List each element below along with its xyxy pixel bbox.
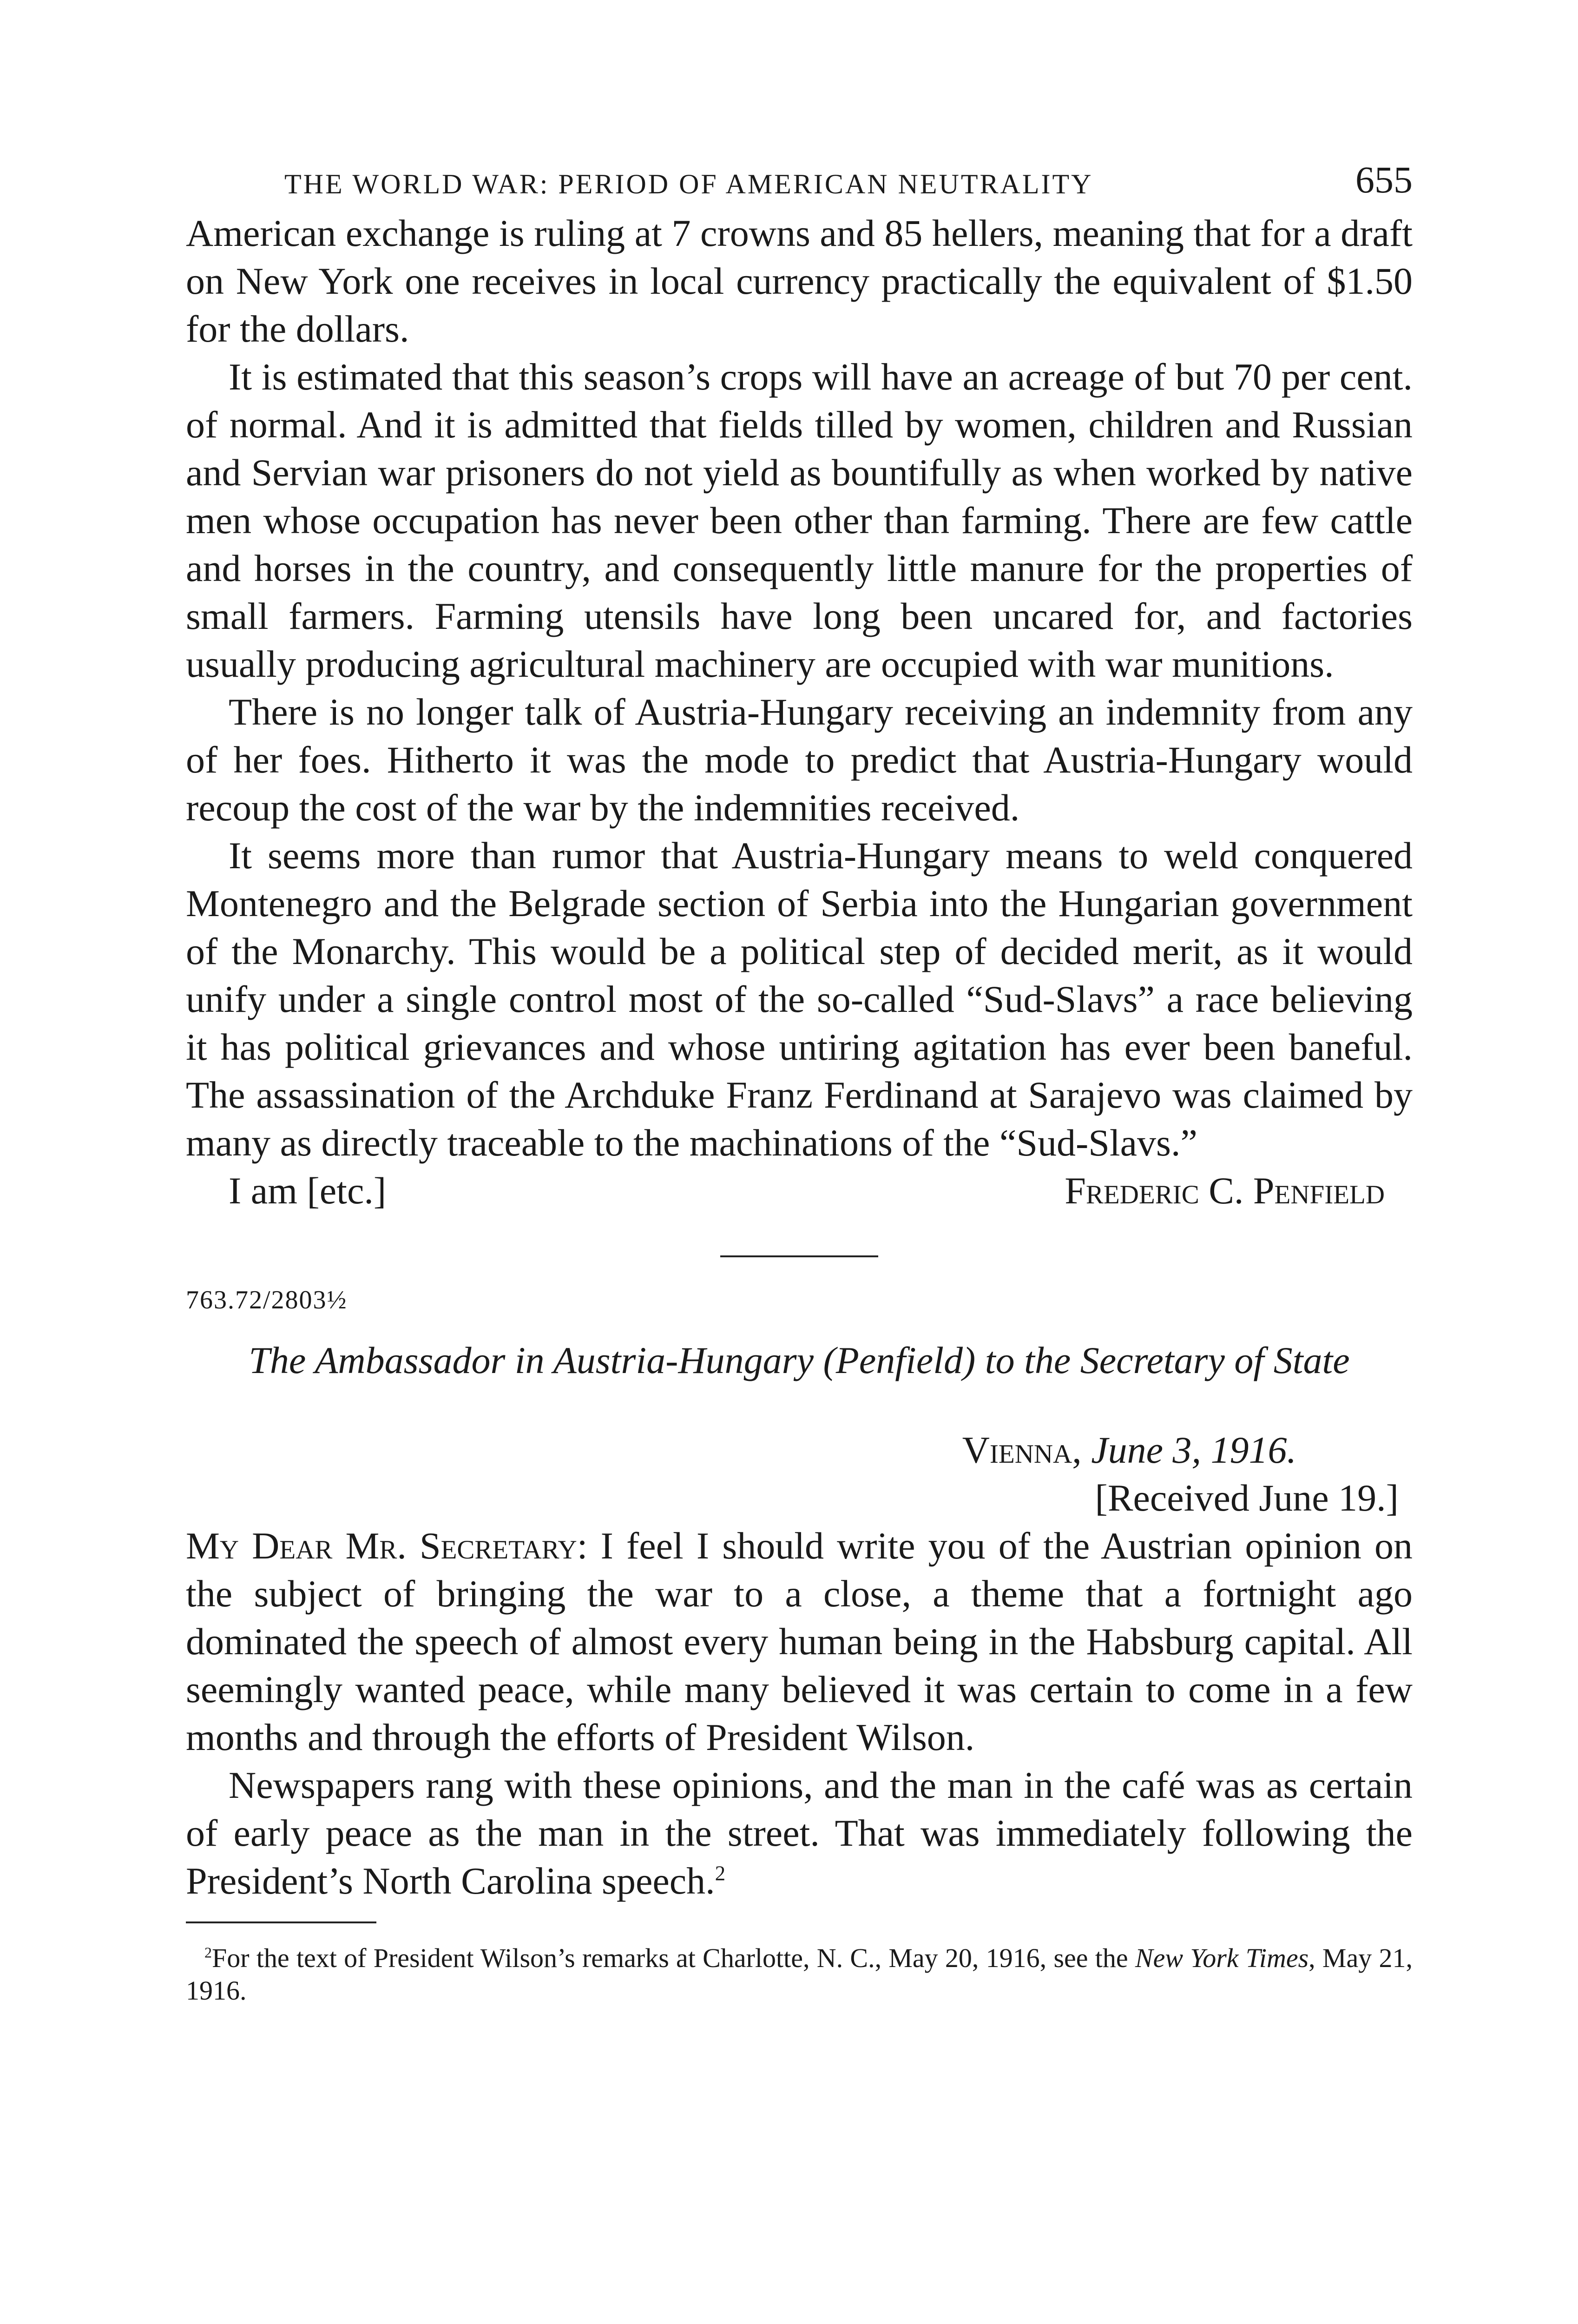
footnote-reference: 2 <box>715 1862 726 1885</box>
paragraph <box>186 1522 1413 1761</box>
received-date: [Received June 19.] <box>1095 1477 1399 1519</box>
complimentary-close: I am [etc.] <box>229 1169 387 1212</box>
footnote-publication: New York Times <box>1135 1943 1309 1973</box>
letter-closing <box>186 1167 1413 1215</box>
paragraph: There is no longer talk of Austria-Hungary receiving an indemnity from any of her foes. Hitherto it was the mode to predict that Austria-Hungary would recoup the cost of the war by the indemnities received. <box>186 691 1413 829</box>
dateline-date: June 3, 1916. <box>1091 1429 1296 1471</box>
first-letter-body <box>186 209 1413 1167</box>
paragraph: American exchange is ruling at 7 crowns and 85 hellers, meaning that for a draft on New York one receives in local currency practically the equivalent of $1.50 for the dollars. <box>186 212 1413 350</box>
paragraph-text: I feel I should write you of the Austrian opinion on the subject of bringing the war to a close, a theme that a fortnight ago dominated the speech of almost every human being in the Habsburg capital. All seemingly wanted peace, while many believed it was certain to come in a few months and through the efforts of President Wilson. <box>186 1525 1413 1758</box>
running-title: THE WORLD WAR: PERIOD OF AMERICAN NEUTRALITY <box>284 169 1093 199</box>
footnote-marker: 2 <box>204 1944 212 1961</box>
file-number: 763.72/2803½ <box>186 1286 348 1314</box>
footnote-text: For the text of President Wilson’s remarks at Charlotte, N. C., May 20, 1916, see the <box>211 1943 1135 1973</box>
dateline <box>186 1426 1413 1474</box>
section-divider <box>720 1255 878 1257</box>
paragraph-text: Newspapers rang with these opinions, and the man in the café was as certain of early peace as the man in the street. That was immediately following the President’s North Carolina speech. <box>186 1764 1413 1902</box>
paragraph <box>186 1761 1413 1905</box>
paragraph: It seems more than rumor that Austria-Hungary means to weld conquered Montenegro and the Belgrade section of Serbia into the Hungarian government of the Monarchy. This would be a political step of decided merit, as it would unify under a single control most of the so-called “Sud-Slavs” a race believing it has political grievances and whose untiring agitation has ever been baneful. The assassination of the Archduke Franz Ferdinand at Sarajevo was claimed by many as directly traceable to the machinations of the “Sud-Slavs.” <box>186 834 1413 1164</box>
footnote-divider <box>186 1921 376 1923</box>
page-number: 655 <box>1355 158 1413 201</box>
document-page <box>186 158 1413 2007</box>
footnote-text-end: , May 21, 1916. <box>186 1943 1413 2006</box>
dateline-place: Vienna, <box>962 1429 1082 1471</box>
salutation: My Dear Mr. Secretary: <box>186 1525 588 1567</box>
signature: Frederic C. Penfield <box>1065 1169 1385 1212</box>
paragraph: It is estimated that this season’s crops will have an acreage of but 70 per cent. of normal. And it is admitted that fields tilled by women, children and Russian and Servian war prisoners do not yield as bountifully as when worked by native men whose occupation has never been other than farming. There are few cattle and horses in the country, and consequently little manure for the properties of small farmers. Farming utensils have long been uncared for, and factories usually producing agricultural machinery are occupied with war munitions. <box>186 356 1413 685</box>
document-heading: The Ambassador in Austria-Hungary (Penfield) to the Secretary of State <box>249 1339 1350 1381</box>
second-letter-body <box>186 1522 1413 1905</box>
running-head <box>186 158 1413 209</box>
footnote <box>186 1942 1413 2007</box>
